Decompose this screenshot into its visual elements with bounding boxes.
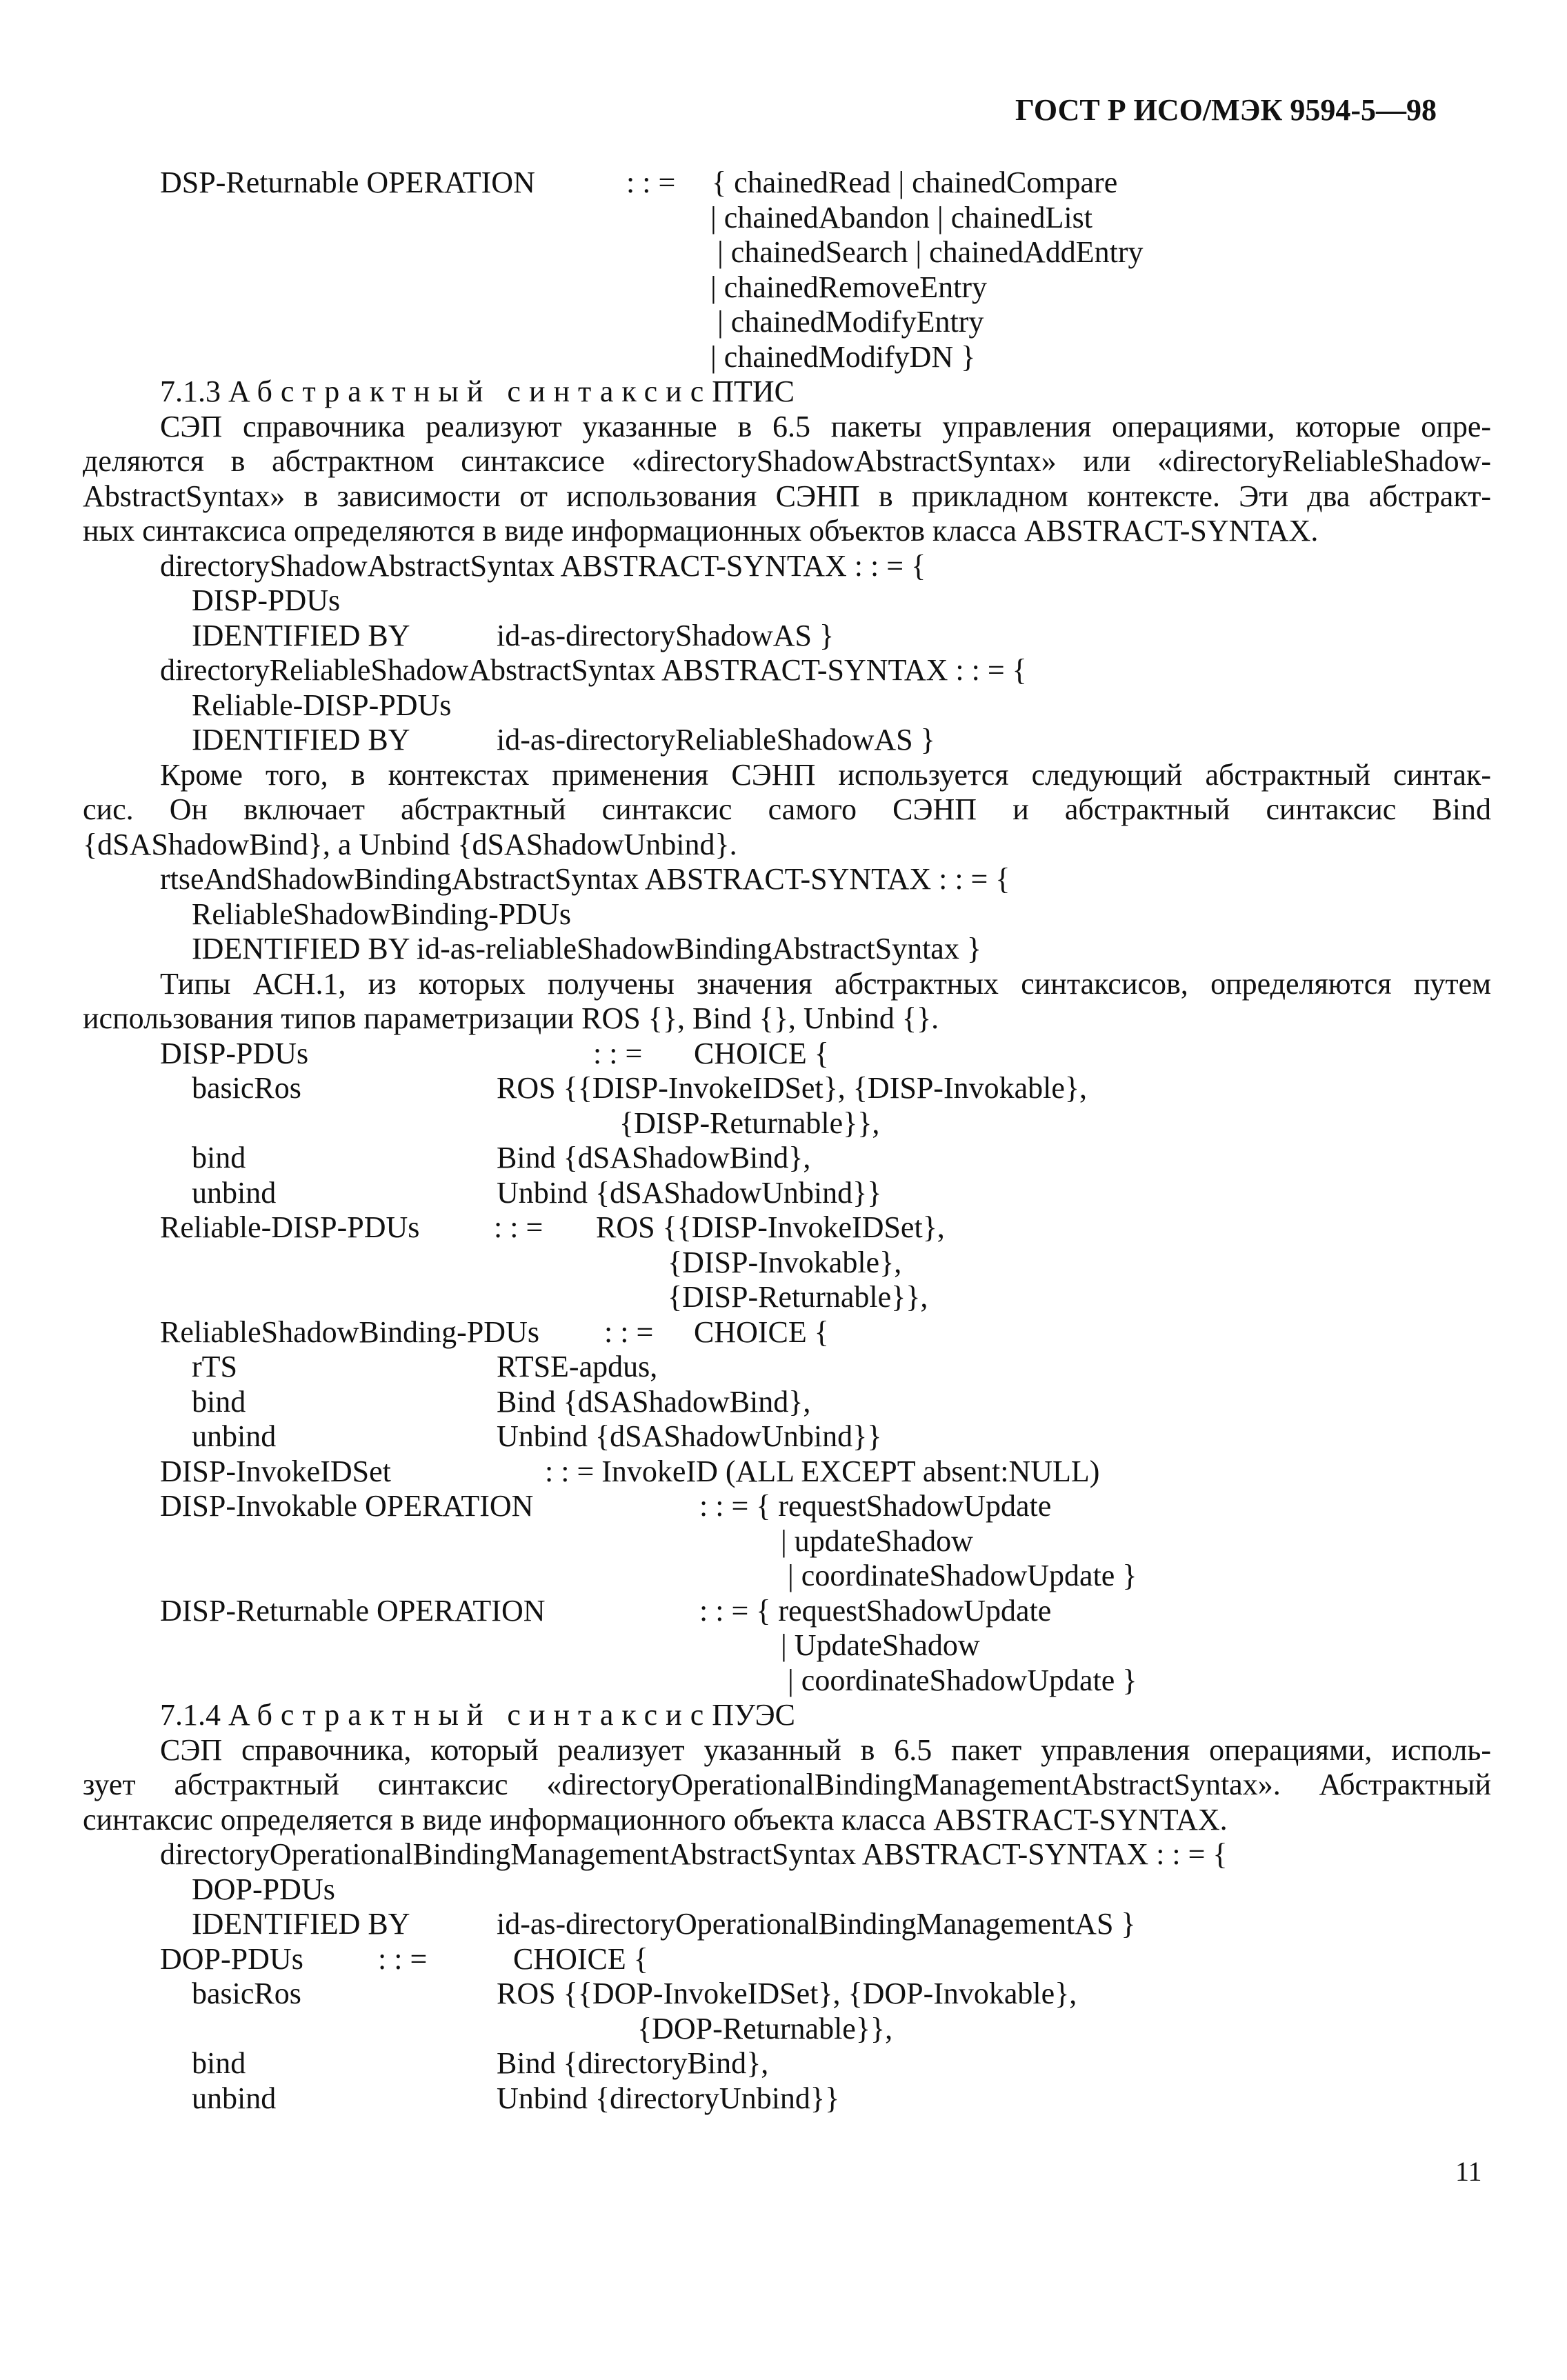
disp-pdus-bind-value: Bind {dSAShadowBind},	[497, 1141, 811, 1174]
reliable-disp-pdus-value: ROS {{DISP-InvokeIDSet},	[596, 1210, 945, 1244]
section-heading-714	[160, 1698, 795, 1732]
disp-pdus-basic-label: basicRos	[192, 1071, 301, 1105]
section-title-tail: ПТИС	[712, 374, 795, 408]
disp-returnable-name: DISP-Returnable OPERATION	[160, 1594, 546, 1628]
binding-pdus-unbind-label: unbind	[192, 1419, 277, 1453]
paragraph-line: сис. Он включает абстрактный синтаксис самого СЭНП и абстрактный синтаксис Bind	[83, 792, 1491, 826]
reliable-syntax-pdus: Reliable-DISP-PDUs	[192, 688, 452, 722]
dsp-returnable-item: | chainedAbandon | chainedList	[710, 201, 1092, 234]
section-title: Абстрактный синтаксис	[228, 1698, 712, 1732]
paragraph-line: Кроме того, в контекстах применения СЭНП используется следующий абстрактный синтак-	[160, 758, 1491, 792]
paragraph-line: {dSAShadowBind}, a Unbind {dSAShadowUnbind}.	[83, 828, 737, 861]
disp-returnable-item: | UpdateShadow	[781, 1628, 980, 1662]
paragraph-line: деляются в абстрактном синтаксисе «directoryShadowAbstractSyntax» или «directoryReliableShadow-	[83, 444, 1491, 478]
dop-pdus-assign: : : =	[378, 1942, 428, 1976]
disp-invokable-item: : : = { requestShadowUpdate	[699, 1489, 1052, 1523]
disp-pdus-name: DISP-PDUs	[160, 1037, 309, 1070]
dop-pdus-basic-value: {DOP-Returnable}},	[637, 2012, 893, 2046]
dsp-returnable-item: | chainedSearch | chainedAddEntry	[717, 235, 1144, 269]
disp-invokable-item: | updateShadow	[781, 1524, 973, 1558]
reliable-syntax-id-value: id-as-directoryReliableShadowAS }	[497, 723, 935, 757]
section-title: Абстрактный синтаксис	[228, 374, 712, 408]
shadow-syntax-id-label: IDENTIFIED BY	[192, 619, 410, 652]
dop-pdus-choice: CHOICE {	[513, 1942, 648, 1976]
paragraph-line: ных синтаксиса определяются в виде информационных объектов класса ABSTRACT-SYNTAX.	[83, 514, 1319, 548]
dsp-returnable-assign: : : =	[626, 166, 676, 199]
page-number: 11	[1455, 2156, 1482, 2187]
disp-returnable-item: | coordinateShadowUpdate }	[788, 1663, 1137, 1697]
dsp-returnable-name: DSP-Returnable OPERATION	[160, 166, 535, 199]
disp-invokable-item: | coordinateShadowUpdate }	[788, 1559, 1137, 1592]
dop-pdus-basic-value: ROS {{DOP-InvokeIDSet}, {DOP-Invokable},	[497, 1977, 1077, 2010]
dop-syntax-pdus: DOP-PDUs	[192, 1872, 335, 1906]
shadow-syntax-head: directoryShadowAbstractSyntax ABSTRACT-SYNTAX : : = {	[160, 549, 926, 583]
paragraph-line: использования типов параметризации ROS {}, Bind {}, Unbind {}.	[83, 1001, 939, 1035]
paragraph-line: AbstractSyntax» в зависимости от использования СЭНП в прикладном контексте. Эти два абстракт-	[83, 479, 1491, 513]
dop-pdus-basic-label: basicRos	[192, 1977, 301, 2010]
paragraph-line: синтаксис определяется в виде информационного объекта класса ABSTRACT-SYNTAX.	[83, 1803, 1228, 1837]
section-number: 7.1.4	[160, 1698, 221, 1732]
paragraph-line: СЭП справочника реализуют указанные в 6.5 пакеты управления операциями, которые опре-	[160, 410, 1491, 443]
disp-pdus-choice: CHOICE {	[694, 1037, 829, 1070]
disp-invokable-name: DISP-Invokable OPERATION	[160, 1489, 534, 1523]
disp-invokeidset-name: DISP-InvokeIDSet	[160, 1454, 391, 1488]
shadow-syntax-pdus: DISP-PDUs	[192, 583, 341, 617]
paragraph-line: зует абстрактный синтаксис «directoryOperationalBindingManagementAbstractSyntax». Абстрактный	[83, 1768, 1491, 1801]
dop-pdus-unbind-value: Unbind {directoryUnbind}}	[497, 2081, 840, 2115]
dop-pdus-bind-value: Bind {directoryBind},	[497, 2046, 769, 2080]
disp-pdus-assign: : : =	[593, 1037, 643, 1070]
dop-pdus-name: DOP-PDUs	[160, 1942, 303, 1976]
binding-pdus-rts-value: RTSE-apdus,	[497, 1350, 658, 1383]
dop-pdus-bind-label: bind	[192, 2046, 246, 2080]
paragraph-line: СЭП справочника, который реализует указанный в 6.5 пакет управления операциями, исполь-	[160, 1733, 1491, 1767]
dop-syntax-id-value: id-as-directoryOperationalBindingManagementAS }	[497, 1907, 1136, 1941]
binding-pdus-name: ReliableShadowBinding-PDUs	[160, 1315, 539, 1349]
section-number: 7.1.3	[160, 374, 221, 408]
reliable-disp-pdus-assign: : : =	[494, 1210, 543, 1244]
disp-pdus-unbind-value: Unbind {dSAShadowUnbind}}	[497, 1176, 882, 1210]
reliable-syntax-id-label: IDENTIFIED BY	[192, 723, 410, 757]
reliable-syntax-head: directoryReliableShadowAbstractSyntax ABSTRACT-SYNTAX : : = {	[160, 653, 1027, 687]
rtse-syntax-pdus: ReliableShadowBinding-PDUs	[192, 897, 571, 931]
reliable-disp-pdus-value: {DISP-Invokable},	[668, 1246, 902, 1279]
disp-pdus-bind-label: bind	[192, 1141, 246, 1174]
shadow-syntax-id-value: id-as-directoryShadowAS }	[497, 619, 835, 652]
binding-pdus-unbind-value: Unbind {dSAShadowUnbind}}	[497, 1419, 882, 1453]
disp-pdus-unbind-label: unbind	[192, 1176, 277, 1210]
dsp-returnable-item: | chainedModifyEntry	[717, 305, 984, 339]
dop-pdus-unbind-label: unbind	[192, 2081, 277, 2115]
binding-pdus-bind-value: Bind {dSAShadowBind},	[497, 1385, 811, 1419]
dop-syntax-id-label: IDENTIFIED BY	[192, 1907, 410, 1941]
section-heading-713	[160, 374, 795, 409]
rtse-syntax-id: IDENTIFIED BY id-as-reliableShadowBindingAbstractSyntax }	[192, 932, 981, 966]
binding-pdus-bind-label: bind	[192, 1385, 246, 1419]
binding-pdus-assign: : : =	[604, 1315, 654, 1349]
binding-pdus-rts-label: rTS	[192, 1350, 237, 1383]
disp-invokeidset-value: : : = InvokeID (ALL EXCEPT absent:NULL)	[545, 1454, 1100, 1488]
disp-returnable-item: : : = { requestShadowUpdate	[699, 1594, 1052, 1628]
reliable-disp-pdus-name: Reliable-DISP-PDUs	[160, 1210, 420, 1244]
dsp-returnable-item: | chainedModifyDN }	[710, 340, 976, 374]
dsp-returnable-item: { chainedRead | chainedCompare	[712, 166, 1118, 199]
disp-pdus-basic-value: {DISP-Returnable}},	[619, 1106, 880, 1140]
section-title-tail: ПУЭС	[712, 1698, 795, 1732]
binding-pdus-choice: CHOICE {	[694, 1315, 829, 1349]
standard-header: ГОСТ Р ИСО/МЭК 9594-5—98	[1015, 93, 1437, 127]
dsp-returnable-item: | chainedRemoveEntry	[710, 270, 988, 304]
reliable-disp-pdus-value: {DISP-Returnable}},	[668, 1280, 928, 1314]
dop-syntax-head: directoryOperationalBindingManagementAbstractSyntax ABSTRACT-SYNTAX : : = {	[160, 1837, 1228, 1871]
paragraph-line: Типы АСН.1, из которых получены значения абстрактных синтаксисов, определяются путем	[160, 967, 1491, 1001]
disp-pdus-basic-value: ROS {{DISP-InvokeIDSet}, {DISP-Invokable},	[497, 1071, 1088, 1105]
rtse-syntax-head: rtseAndShadowBindingAbstractSyntax ABSTRACT-SYNTAX : : = {	[160, 862, 1010, 896]
